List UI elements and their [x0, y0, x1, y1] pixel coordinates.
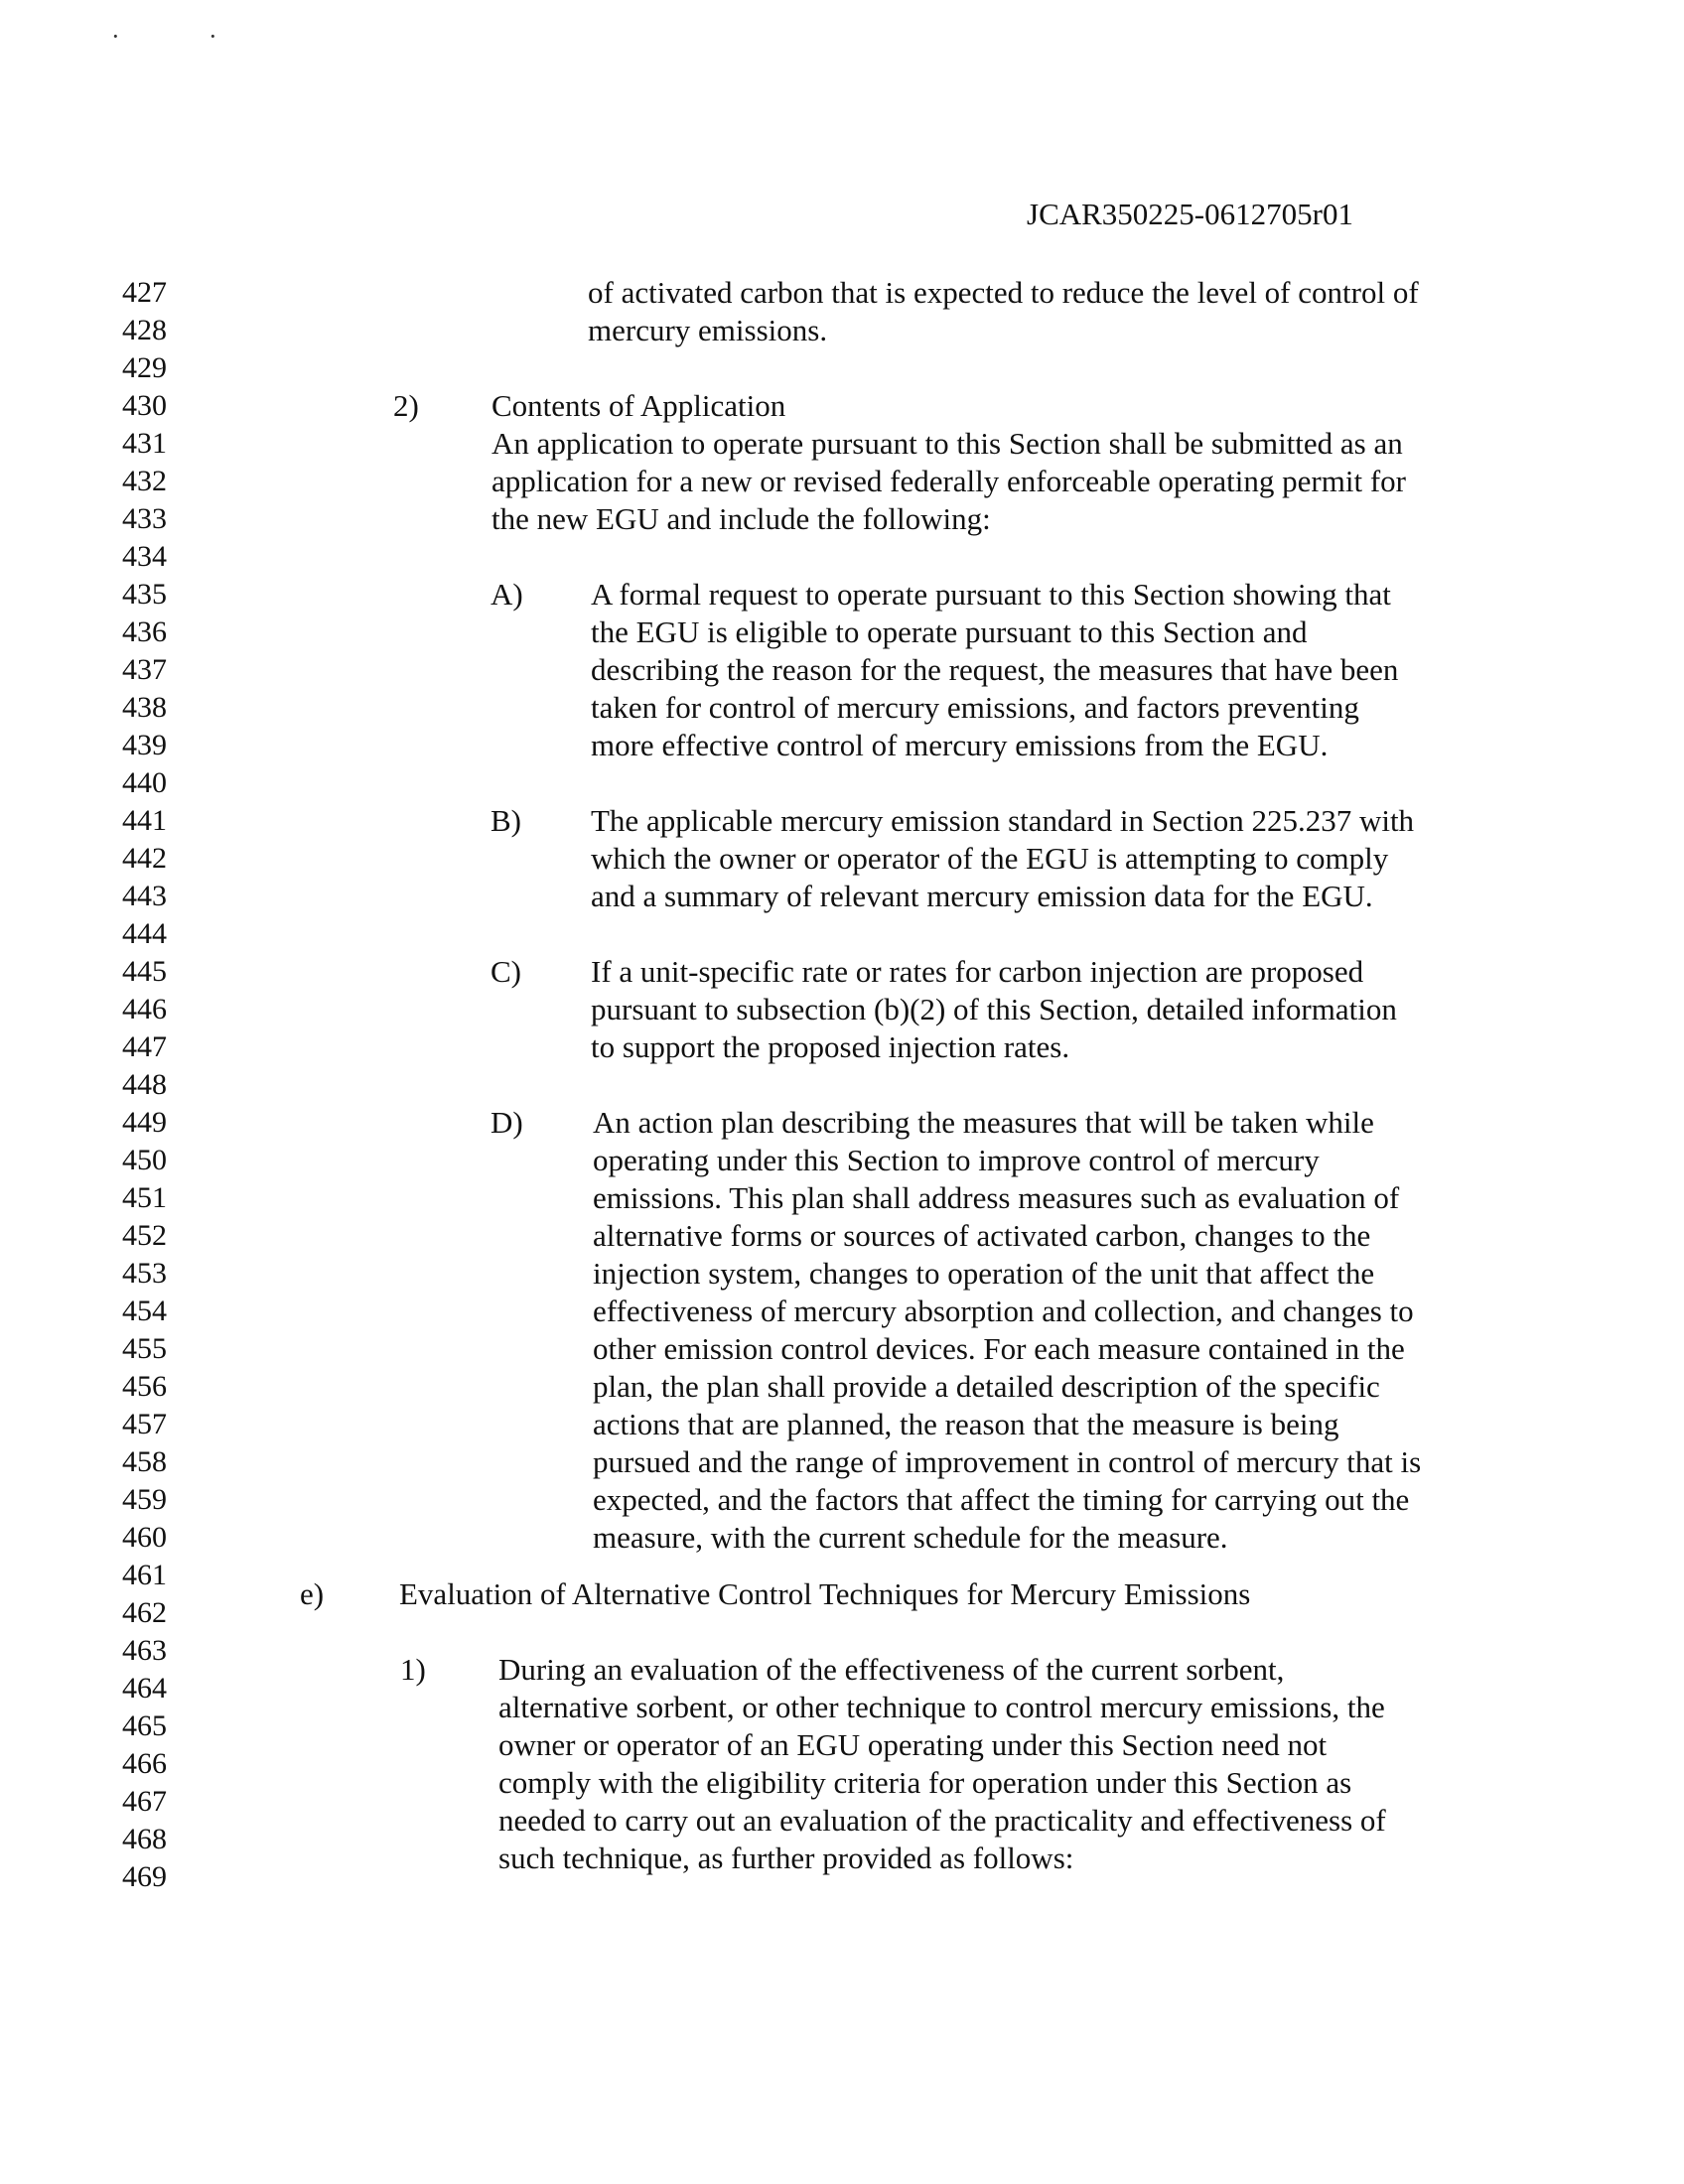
text-line: which the owner or operator of the EGU is attempting to comply	[591, 841, 1389, 876]
line-number: 454	[122, 1295, 167, 1327]
line-number: 465	[122, 1709, 167, 1742]
text-line: to support the proposed injection rates.	[591, 1029, 1070, 1064]
line-number: 464	[122, 1672, 167, 1705]
line-number: 450	[122, 1144, 167, 1176]
line-number: 433	[122, 502, 167, 535]
item-2-heading: Contents of Application	[491, 388, 786, 423]
text-line: more effective control of mercury emissions from the EGU.	[591, 728, 1329, 762]
line-number: 440	[122, 766, 167, 799]
line-number: 430	[122, 389, 167, 422]
item-2-body	[491, 387, 1406, 538]
line-number: 441	[122, 804, 167, 837]
item-e1-body	[498, 1651, 1386, 1877]
text-line: If a unit-specific rate or rates for carbon injection are proposed	[591, 954, 1364, 989]
line-number: 467	[122, 1785, 167, 1818]
item-label-C: C)	[491, 954, 521, 989]
text-line: measure, with the current schedule for the measure.	[593, 1520, 1228, 1555]
text-line: of activated carbon that is expected to reduce the level of control of	[588, 275, 1419, 310]
line-number: 463	[122, 1634, 167, 1667]
item-label-e: e)	[300, 1576, 325, 1611]
text-line: pursuant to subsection (b)(2) of this Section, detailed information	[591, 992, 1397, 1026]
item-label-2: 2)	[393, 388, 419, 423]
line-number: 469	[122, 1860, 167, 1893]
line-number: 457	[122, 1408, 167, 1440]
item-label-B: B)	[491, 803, 521, 838]
item-D-body	[593, 1104, 1421, 1557]
text-line: comply with the eligibility criteria for operation under this Section as	[498, 1765, 1352, 1800]
text-line: mercury emissions.	[588, 313, 828, 347]
line-number: 455	[122, 1332, 167, 1365]
line-number: 461	[122, 1559, 167, 1591]
line-number: 453	[122, 1257, 167, 1290]
text-line: emissions. This plan shall address measures such as evaluation of	[593, 1180, 1400, 1215]
line-number: 445	[122, 955, 167, 988]
text-line: the EGU is eligible to operate pursuant to this Section and	[591, 614, 1308, 649]
line-number: 439	[122, 729, 167, 761]
continuation-paragraph	[588, 274, 1419, 349]
text-line: injection system, changes to operation of the unit that affect the	[593, 1256, 1375, 1291]
line-number: 442	[122, 842, 167, 875]
line-number: 451	[122, 1181, 167, 1214]
line-number: 468	[122, 1823, 167, 1855]
text-line: operating under this Section to improve control of mercury	[593, 1143, 1320, 1177]
line-number: 458	[122, 1445, 167, 1478]
line-number: 435	[122, 578, 167, 611]
line-number-column	[103, 274, 167, 1896]
line-number: 446	[122, 993, 167, 1025]
text-line: other emission control devices. For each measure contained in the	[593, 1331, 1405, 1366]
line-number: 434	[122, 540, 167, 573]
line-number: 428	[122, 314, 167, 346]
text-line: alternative sorbent, or other technique to control mercury emissions, the	[498, 1690, 1385, 1724]
text-line: A formal request to operate pursuant to this Section showing that	[591, 577, 1391, 612]
document-id: JCAR350225-0612705r01	[1027, 197, 1353, 231]
text-line: application for a new or revised federally enforceable operating permit for	[491, 464, 1406, 498]
text-line: The applicable mercury emission standard in Section 225.237 with	[591, 803, 1415, 838]
line-number: 466	[122, 1747, 167, 1780]
line-number: 431	[122, 427, 167, 460]
line-number: 427	[122, 276, 167, 309]
text-line: pursued and the range of improvement in control of mercury that is	[593, 1444, 1422, 1479]
text-line: An action plan describing the measures that will be taken while	[593, 1105, 1374, 1140]
line-number: 447	[122, 1030, 167, 1063]
item-label-D: D)	[491, 1105, 523, 1140]
text-line: needed to carry out an evaluation of the practicality and effectiveness of	[498, 1803, 1386, 1838]
line-number: 449	[122, 1106, 167, 1139]
text-line: An application to operate pursuant to this Section shall be submitted as an	[491, 426, 1403, 461]
item-A-body	[591, 576, 1398, 764]
line-number: 460	[122, 1521, 167, 1554]
item-e-heading: Evaluation of Alternative Control Techniques for Mercury Emissions	[399, 1576, 1251, 1611]
item-C-body	[591, 953, 1397, 1066]
line-number: 452	[122, 1219, 167, 1252]
line-number: 438	[122, 691, 167, 724]
item-label-A: A)	[491, 577, 523, 612]
line-number: 462	[122, 1596, 167, 1629]
line-number: 436	[122, 615, 167, 648]
item-label-1: 1)	[400, 1652, 426, 1687]
text-line: taken for control of mercury emissions, and factors preventing	[591, 690, 1359, 725]
text-line: effectiveness of mercury absorption and collection, and changes to	[593, 1294, 1414, 1328]
text-line: owner or operator of an EGU operating under this Section need not	[498, 1727, 1328, 1762]
document-page: · · JCAR350225-0612705r01 427 428 429 430 431 432 433 434 435 436 437 438 439 440 441 442 443 444 445 446 447 448 449 450 451 452 453 454 455 456 457 458 459 460 461 462 463 464 465 466 467 468 469 of activated carbon that is expected to reduce the level of control of mercury emissions. 2) Contents of Application An application to operate pursuant to this Section shall be submitted as an application for a new or revised federally enforceable operating permit for the new EGU and include the following: A) A formal request to operate pursuant to this Section showing that the EGU is eligible to operate pursuant to this Section and describing the reason for the request, the measures that have been taken for control of mercury emissions, and factors preventing more effective control of mercury emissions from the EGU. B) The applicable mercury emission standard in Section 225.237 with which the owner or operator of the EGU is attempting to comply and a summary of relevant mercury emission data for the EGU. C) If a unit-specific rate or rates for carbon injection are proposed pursuant to subsection (b)(2) of this Section, detailed information to support the proposed injection rates. D) An action plan describing the measures that will be taken while operating under this Section to improve control of mercury emissions. This plan shall address measures such as evaluation of alternative forms or sources of activated carbon, changes to the injection system, changes to operation of the unit that affect the effectiveness of mercury absorption and collection, and changes to other emission control devices. For each measure contained in the plan, the plan shall provide a detailed description of the specific actions that are planned, the reason that the measure is being pursued and the range of improvement in control of mercury that is expected, and the factors that affect the timing for carrying out the measure, with the current schedule for the measure. e) Evaluation of Alternative Control Techniques for Mercury Emissions 1) During an evaluation of the effectiveness of the current sorbent, alternative sorbent, or other technique to control mercury emissions, the owner or operator of an EGU operating under this Section need not comply with the eligibility criteria for operation under this Section as needed to carry out an evaluation of the practicality and effectiveness of such technique, as further provided as follows:	[0, 0, 1684, 2184]
line-number: 432	[122, 465, 167, 497]
text-line: describing the reason for the request, the measures that have been	[591, 652, 1399, 687]
line-number: 448	[122, 1068, 167, 1101]
text-line: plan, the plan shall provide a detailed description of the specific	[593, 1369, 1380, 1404]
text-line: alternative forms or sources of activated carbon, changes to the	[593, 1218, 1371, 1253]
line-number: 459	[122, 1483, 167, 1516]
line-number: 443	[122, 880, 167, 912]
text-line: During an evaluation of the effectiveness of the current sorbent,	[498, 1652, 1285, 1687]
line-number: 444	[122, 917, 167, 950]
line-number: 437	[122, 653, 167, 686]
text-line: expected, and the factors that affect the timing for carrying out the	[593, 1482, 1410, 1517]
item-B-body	[591, 802, 1414, 915]
text-line: such technique, as further provided as follows:	[498, 1841, 1074, 1875]
text-line: and a summary of relevant mercury emission data for the EGU.	[591, 879, 1373, 913]
text-line: actions that are planned, the reason that the measure is being	[593, 1407, 1339, 1441]
text-line: the new EGU and include the following:	[491, 501, 991, 536]
line-number: 429	[122, 351, 167, 384]
line-number: 456	[122, 1370, 167, 1403]
